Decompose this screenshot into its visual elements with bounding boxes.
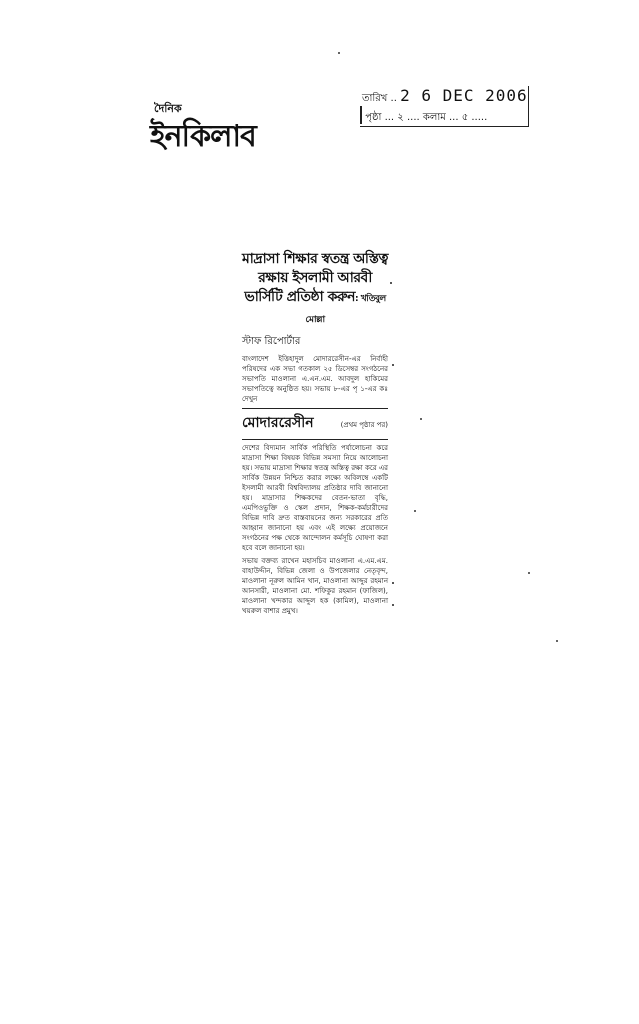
scan-speck xyxy=(528,572,530,574)
scan-speck xyxy=(338,52,340,54)
stamp-date-label: তারিখ xyxy=(362,93,388,104)
continuation-note: (প্রথম পৃষ্ঠার পর) xyxy=(340,421,388,429)
stamp-page-row: পৃষ্ঠা ... ২ .... কলাম ... ৫ ..... xyxy=(365,112,488,123)
article-headline-text: মাদ্রাসা শিক্ষার স্বতন্ত্র অস্তিত্ব রক্ষায় ইসলামী আরবী ভার্সিটি প্রতিষ্ঠা করুন xyxy=(242,251,388,305)
article-paragraph-1: বাংলাদেশ ইত্তিহাদুল মোদাররেসীন-এর নির্বাহী পরিষদের এক সভা গতকাল ২৫ ডিসেম্বর সংগঠনের সভাপতি মাওলানা এ.এন.এম. আবদুল হাকিমের সভাপতিত্বে অনুষ্ঠিত হয়। সভায় ৮-এর পৃ ১-এর কঃ দেখুন xyxy=(242,355,388,403)
article-paragraph-2: দেশের বিদ্যমান সার্বিক পরিস্থিতি পর্যালোচনা করে মাদ্রাসা শিক্ষা বিষয়ক বিভিন্ন সমস্যা নিয়ে আলোচনা হয়। সভায় মাদ্রাসা শিক্ষার স্বতন্ত্র অস্তিত্ব রক্ষা করে এর সার্বিক উন্নয়ন নিশ্চিত করার লক্ষ্যে অবিলম্বে একটি ইসলামী আরবী বিশ্ববিদ্যালয় প্রতিষ্ঠার দাবি জানানো হয়। মাদ্রাসার শিক্ষকদের বেতন-ভাতা বৃদ্ধি, এমপিওভুক্তি ও স্কেল প্রদান, শিক্ষক-কর্মচারীদের বিভিন্ন দাবি দ্রুত বাস্তবায়নের জন্য সরকারের প্রতি আহ্বান জানানো হয় এবং এই লক্ষ্যে প্রয়োজনে সংগঠনের পক্ষ থেকে আন্দোলন কর্মসূচি ঘোষণা করা হবে বলে জানানো হয়। xyxy=(242,444,388,552)
continuation-divider xyxy=(242,439,388,440)
scan-speck xyxy=(390,282,392,284)
stamp-page-label: পৃষ্ঠা xyxy=(365,112,382,123)
stamp-column-label: কলাম xyxy=(422,112,446,123)
article-headline xyxy=(242,250,388,330)
masthead-title: ইনকিলাব xyxy=(150,119,256,154)
article-paragraph-3: সভায় বক্তব্য রাখেন মহাসচিব মাওলানা এ.এম.এম. বাহাউদ্দীন, বিভিন্ন জেলা ও উপজেলার নেতৃবৃন্দ, মাওলানা নূরুল আমিন খান, মাওলানা আব্দুর রহমান আনসারী, মাওলানা মো. শফিকুর রহমান (ফাজিল), মাওলানা খন্দকার আব্দুল হক (কামিল), মাওলানা খয়রুল বাশার প্রমুখ। xyxy=(242,557,388,615)
continuation-header xyxy=(242,411,388,435)
article-reporter: স্টাফ রিপোর্টার xyxy=(242,336,301,347)
article-divider xyxy=(242,408,388,409)
continuation-title: মোদাররেসীন xyxy=(242,415,314,431)
news-clipping xyxy=(242,250,388,650)
article-byline-inline: : খতিবুল মোল্লা xyxy=(305,294,386,325)
scan-speck xyxy=(392,604,394,606)
scan-speck xyxy=(392,364,394,366)
stamp-date-row: তারিখ .. 2 6 DEC 2006 xyxy=(362,86,528,105)
scan-speck xyxy=(414,510,416,512)
stamp-date-value: 2 6 DEC 2006 xyxy=(400,86,528,105)
masthead-daily-label: দৈনিক xyxy=(154,102,182,115)
stamp-page-value: ২ xyxy=(397,112,404,123)
scan-speck xyxy=(392,582,394,584)
scan-speck xyxy=(556,640,558,642)
date-stamp xyxy=(360,86,529,127)
scan-speck xyxy=(420,418,422,420)
stamp-column-value: ৫ xyxy=(461,112,469,123)
